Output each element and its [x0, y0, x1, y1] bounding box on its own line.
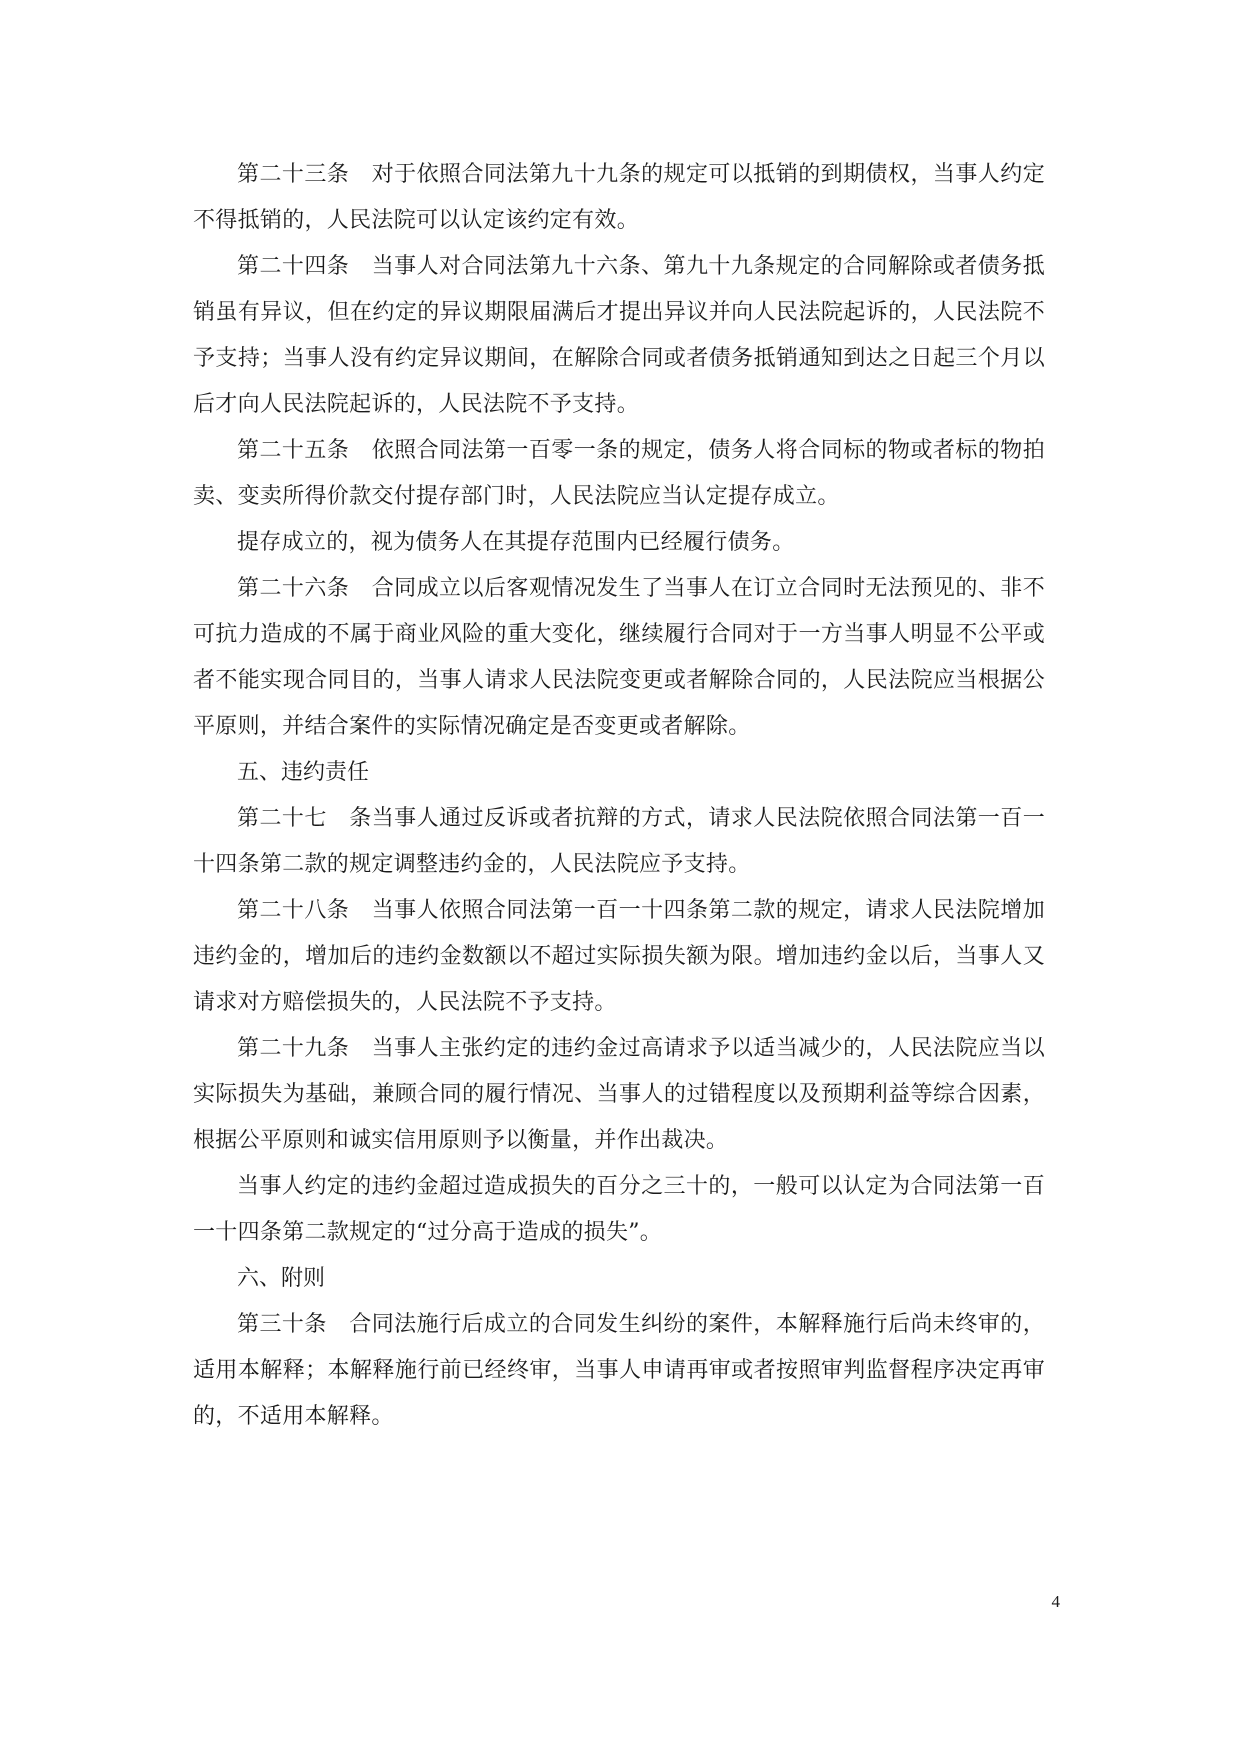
article-29-clause-2: 当事人约定的违约金超过造成损失的百分之三十的，一般可以认定为合同法第一百一十四条第二款规定的“过分高于造成的损失”。: [193, 1174, 1045, 1245]
article-30: 第三十条 合同法施行后成立的合同发生纠纷的案件，本解释施行后尚未终审的，适用本解释；本解释施行前已经终审，当事人申请再审或者按照审判监督程序决定再审的，不适用本解释。: [193, 1312, 1045, 1429]
article-25-clause-2: 提存成立的，视为债务人在其提存范围内已经履行债务。: [237, 530, 795, 555]
article-29: 第二十九条 当事人主张约定的违约金过高请求予以适当减少的，人民法院应当以实际损失为基础，兼顾合同的履行情况、当事人的过错程度以及预期利益等综合因素，根据公平原则和诚实信用原则予以衡量，并作出裁决。: [193, 1036, 1045, 1153]
page-number: 4: [1051, 1592, 1060, 1611]
article-28: 第二十八条 当事人依照合同法第一百一十四条第二款的规定，请求人民法院增加违约金的，增加后的违约金数额以不超过实际损失额为限。增加违约金以后，当事人又请求对方赔偿损失的，人民法院不予支持。: [193, 898, 1045, 1015]
article-27: 第二十七 条当事人通过反诉或者抗辩的方式，请求人民法院依照合同法第一百一十四条第二款的规定调整违约金的，人民法院应予支持。: [193, 806, 1045, 877]
section-heading-supplementary: 六、附则: [237, 1266, 326, 1291]
article-25: 第二十五条 依照合同法第一百零一条的规定，债务人将合同标的物或者标的物拍卖、变卖所得价款交付提存部门时，人民法院应当认定提存成立。: [193, 438, 1045, 509]
section-heading-liability: 五、违约责任: [237, 760, 370, 785]
article-26: 第二十六条 合同成立以后客观情况发生了当事人在订立合同时无法预见的、非不可抗力造成的不属于商业风险的重大变化，继续履行合同对于一方当事人明显不公平或者不能实现合同目的，当事人请求人民法院变更或者解除合同的，人民法院应当根据公平原则，并结合案件的实际情况确定是否变更或者解除。: [193, 576, 1045, 739]
article-23: 第二十三条 对于依照合同法第九十九条的规定可以抵销的到期债权，当事人约定不得抵销的，人民法院可以认定该约定有效。: [193, 162, 1045, 233]
article-24: 第二十四条 当事人对合同法第九十六条、第九十九条规定的合同解除或者债务抵销虽有异议，但在约定的异议期限届满后才提出异议并向人民法院起诉的，人民法院不予支持；当事人没有约定异议期间，在解除合同或者债务抵销通知到达之日起三个月以后才向人民法院起诉的，人民法院不予支持。: [193, 254, 1045, 417]
document-body: [193, 152, 1045, 1440]
